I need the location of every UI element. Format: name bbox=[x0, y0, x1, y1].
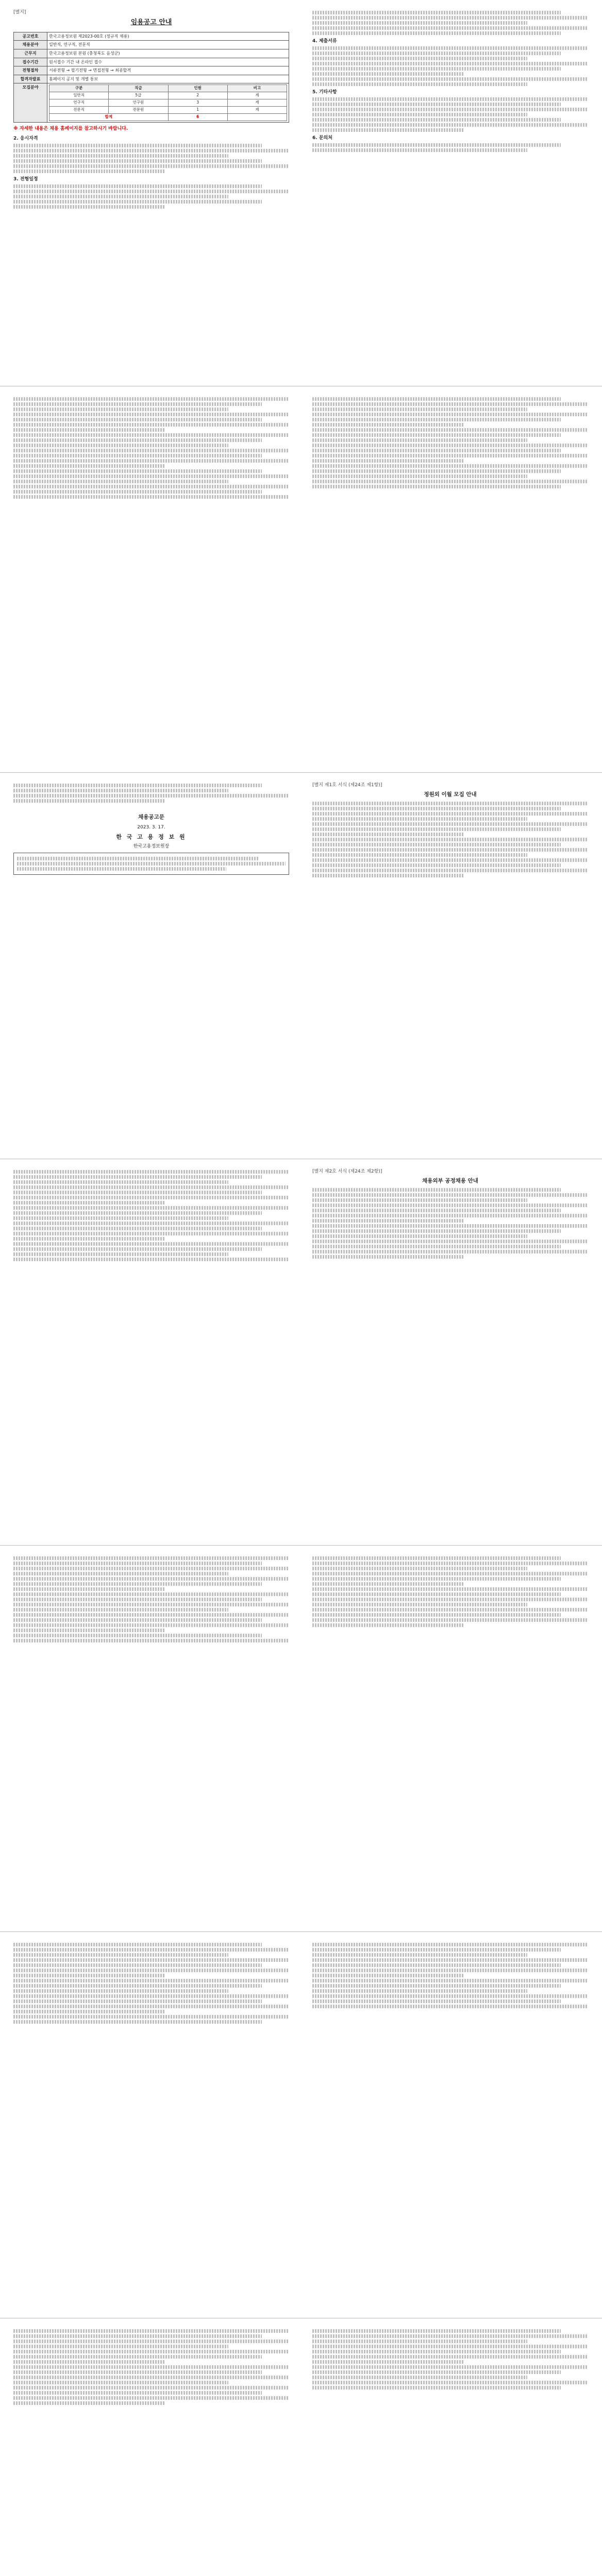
text-line bbox=[13, 1587, 165, 1591]
text-line bbox=[13, 164, 289, 168]
text-line bbox=[13, 2386, 289, 2389]
page-section-2 bbox=[0, 386, 602, 773]
left-column bbox=[13, 1555, 289, 1644]
text-line bbox=[312, 2334, 588, 2338]
text-line bbox=[312, 1572, 588, 1575]
text-line bbox=[13, 1598, 262, 1601]
text-line bbox=[13, 1180, 228, 1184]
row-value: 한국고용정보원 본원 (충청북도 음성군) bbox=[47, 49, 289, 58]
right-column bbox=[312, 2328, 588, 2391]
text-line bbox=[312, 2329, 561, 2333]
text-line bbox=[312, 143, 561, 147]
text-line bbox=[312, 1618, 588, 1622]
text-line bbox=[13, 1963, 262, 1967]
text-line bbox=[312, 113, 527, 116]
text-line bbox=[312, 1556, 561, 1560]
text-line bbox=[13, 1206, 289, 1210]
left-column bbox=[13, 782, 289, 877]
table-row bbox=[14, 41, 289, 49]
text-line bbox=[13, 1958, 289, 1962]
text-line bbox=[312, 863, 561, 867]
cell: 계 bbox=[227, 92, 287, 99]
text-line bbox=[312, 1969, 588, 1972]
text-line bbox=[13, 1222, 289, 1225]
text-line bbox=[312, 807, 561, 810]
text-line bbox=[312, 1592, 561, 1596]
text-line bbox=[13, 1989, 228, 1993]
text-line bbox=[13, 1232, 289, 1235]
text-line bbox=[13, 485, 289, 488]
text-line bbox=[312, 2360, 464, 2364]
text-line bbox=[13, 1999, 262, 2003]
table-row bbox=[14, 75, 289, 83]
text-line bbox=[312, 464, 588, 468]
text-line bbox=[13, 1562, 262, 1565]
table-row bbox=[49, 99, 287, 107]
text-line bbox=[13, 1979, 289, 1982]
text-line bbox=[13, 1969, 289, 1972]
text-line bbox=[13, 495, 289, 499]
text-line bbox=[312, 2376, 527, 2379]
text-line bbox=[13, 2370, 262, 2374]
notice-box bbox=[13, 853, 289, 875]
row-label: 접수기간 bbox=[14, 58, 47, 66]
text-line bbox=[312, 474, 527, 478]
row-value: 한국고용정보원 제2023-00호 (정규직 채용) bbox=[47, 32, 289, 41]
row-value bbox=[47, 83, 289, 122]
text-line bbox=[13, 1185, 289, 1189]
text-line bbox=[312, 31, 561, 35]
text-line bbox=[312, 454, 588, 457]
text-line bbox=[312, 397, 561, 401]
text-line bbox=[312, 418, 561, 421]
cell: 1 bbox=[168, 107, 227, 114]
table-row bbox=[14, 58, 289, 66]
text-line bbox=[13, 1984, 262, 1988]
cell: 전문원 bbox=[109, 107, 168, 114]
text-line bbox=[312, 1188, 561, 1192]
page-section-6 bbox=[0, 1932, 602, 2318]
text-line bbox=[13, 438, 262, 442]
text-line bbox=[13, 2350, 289, 2353]
appendix-tag: [별지 제1호 서식 (제24조 제1항)] bbox=[312, 783, 382, 788]
row-label: 공고번호 bbox=[14, 32, 47, 41]
text-line bbox=[13, 454, 262, 457]
text-line bbox=[312, 1943, 588, 1946]
left-column bbox=[13, 396, 289, 500]
text-line bbox=[13, 418, 262, 421]
section-heading: 5. 기타사항 bbox=[312, 90, 337, 95]
cell: 계 bbox=[227, 99, 287, 107]
text-line bbox=[312, 802, 588, 805]
text-line bbox=[312, 408, 527, 411]
text-line bbox=[13, 1943, 262, 1946]
text-line bbox=[13, 1953, 228, 1957]
text-line bbox=[312, 2370, 561, 2374]
text-line bbox=[13, 184, 262, 188]
text-line bbox=[13, 799, 165, 803]
text-line bbox=[13, 170, 165, 173]
text-line bbox=[17, 867, 226, 871]
text-line bbox=[13, 2376, 289, 2379]
text-line bbox=[13, 469, 262, 473]
col-header: 인원 bbox=[168, 85, 227, 92]
section-heading: 6. 문의처 bbox=[312, 135, 332, 141]
text-line bbox=[312, 26, 588, 30]
text-line bbox=[312, 1250, 588, 1253]
row-value: 홈페이지 공지 및 개별 통보 bbox=[47, 75, 289, 83]
cell: 2 bbox=[168, 92, 227, 99]
table-row bbox=[14, 49, 289, 58]
right-column bbox=[312, 1168, 588, 1260]
cell: 연구직 bbox=[49, 99, 109, 107]
cell: 5급 bbox=[109, 92, 168, 99]
text-line bbox=[312, 1214, 588, 1217]
text-line bbox=[13, 1623, 289, 1627]
page-section-5 bbox=[0, 1546, 602, 1932]
table-row bbox=[14, 83, 289, 122]
row-value: 일반직, 연구직, 전문직 bbox=[47, 41, 289, 49]
text-line bbox=[312, 869, 588, 872]
row-label: 합격자발표 bbox=[14, 75, 47, 83]
text-line bbox=[13, 1227, 262, 1230]
text-line bbox=[312, 62, 588, 65]
text-line bbox=[312, 1582, 464, 1586]
text-line bbox=[13, 490, 262, 494]
text-line bbox=[13, 1237, 165, 1241]
text-line bbox=[312, 1613, 561, 1617]
summary-table bbox=[13, 32, 289, 123]
text-line bbox=[13, 1582, 262, 1586]
right-column bbox=[312, 782, 588, 879]
text-line bbox=[312, 1608, 588, 1612]
text-line bbox=[312, 1999, 561, 2003]
text-line bbox=[13, 2396, 289, 2400]
text-line bbox=[312, 1229, 561, 1233]
text-line bbox=[13, 1618, 262, 1622]
text-line bbox=[312, 1198, 527, 1202]
text-line bbox=[312, 1623, 464, 1627]
text-line bbox=[312, 1994, 588, 1998]
text-line bbox=[13, 1948, 289, 1952]
form-tag: [별지] bbox=[13, 10, 26, 15]
appendix-title: 정원외 이월 모집 안내 bbox=[424, 791, 477, 798]
total-label: 합계 bbox=[49, 113, 169, 121]
cell bbox=[227, 113, 287, 121]
text-line bbox=[312, 2381, 588, 2384]
text-line bbox=[13, 2340, 289, 2343]
text-line bbox=[13, 1216, 228, 1220]
text-line bbox=[17, 857, 259, 860]
text-line bbox=[312, 1587, 588, 1591]
text-line bbox=[312, 2365, 588, 2369]
cell: 전문직 bbox=[49, 107, 109, 114]
table-row bbox=[14, 32, 289, 41]
text-line bbox=[13, 449, 289, 452]
text-line bbox=[13, 195, 228, 198]
left-column bbox=[13, 1941, 289, 2025]
text-line bbox=[13, 190, 289, 193]
text-line bbox=[13, 1175, 262, 1179]
text-line bbox=[312, 1974, 464, 1977]
row-label: 모집분야 bbox=[14, 83, 47, 122]
text-line bbox=[312, 1219, 464, 1223]
text-line bbox=[312, 1989, 527, 1993]
text-line bbox=[13, 1577, 289, 1581]
text-line bbox=[312, 1567, 527, 1570]
text-line bbox=[312, 1603, 527, 1606]
text-line bbox=[312, 428, 588, 432]
text-line bbox=[312, 833, 464, 836]
text-line bbox=[312, 423, 464, 427]
text-line bbox=[13, 1211, 262, 1215]
text-line bbox=[312, 1577, 561, 1581]
table-row bbox=[49, 107, 287, 114]
text-line bbox=[13, 480, 228, 483]
text-line bbox=[312, 108, 588, 111]
text-line bbox=[13, 1603, 289, 1606]
text-line bbox=[13, 2355, 262, 2359]
text-line bbox=[13, 2334, 262, 2338]
text-line bbox=[312, 812, 588, 816]
cell: 3 bbox=[168, 99, 227, 107]
text-line bbox=[312, 1958, 588, 1962]
text-line bbox=[13, 200, 262, 204]
page-section-3 bbox=[0, 773, 602, 1159]
text-line bbox=[13, 2005, 289, 2008]
text-line bbox=[13, 205, 165, 209]
text-line bbox=[312, 2350, 561, 2353]
text-line bbox=[13, 1201, 165, 1205]
cell: 연구원 bbox=[109, 99, 168, 107]
text-line bbox=[312, 874, 464, 877]
text-line bbox=[312, 46, 588, 50]
text-line bbox=[312, 103, 561, 106]
text-line bbox=[13, 1994, 289, 1998]
text-line bbox=[13, 1556, 289, 1560]
text-line bbox=[13, 2391, 262, 2395]
text-line bbox=[13, 2010, 165, 2013]
text-line bbox=[312, 1245, 561, 1248]
text-line bbox=[13, 428, 165, 432]
notice-title: 채용공고문 bbox=[138, 814, 164, 820]
org-full-name: 한국고용정보원장 bbox=[133, 844, 170, 850]
text-line bbox=[312, 1562, 588, 1565]
text-line bbox=[13, 1572, 228, 1575]
text-line bbox=[13, 1252, 228, 1256]
text-line bbox=[13, 444, 228, 447]
text-line bbox=[13, 433, 289, 437]
text-line bbox=[13, 464, 165, 468]
left-column bbox=[13, 2328, 289, 2406]
text-line bbox=[17, 862, 286, 866]
page-section-1 bbox=[0, 0, 602, 386]
text-line bbox=[13, 2360, 165, 2364]
text-line bbox=[13, 2020, 262, 2024]
text-line bbox=[13, 154, 228, 158]
text-line bbox=[13, 2345, 228, 2348]
row-label: 전형절차 bbox=[14, 66, 47, 75]
text-line bbox=[312, 52, 561, 55]
text-line bbox=[312, 123, 588, 127]
text-line bbox=[312, 480, 588, 483]
text-line bbox=[312, 67, 561, 71]
page-section-4 bbox=[0, 1159, 602, 1546]
text-line bbox=[312, 21, 527, 25]
table-row bbox=[49, 92, 287, 99]
text-line bbox=[312, 838, 588, 841]
text-line bbox=[312, 438, 527, 442]
row-label: 채용분야 bbox=[14, 41, 47, 49]
text-line bbox=[13, 144, 262, 147]
text-line bbox=[312, 16, 588, 20]
text-line bbox=[312, 2386, 561, 2389]
text-line bbox=[312, 1224, 588, 1228]
text-line bbox=[13, 1639, 289, 1642]
text-line bbox=[13, 1608, 228, 1612]
text-line bbox=[312, 449, 561, 452]
text-line bbox=[312, 827, 561, 831]
section-heading: 3. 전형일정 bbox=[13, 176, 38, 182]
cell: 일반직 bbox=[49, 92, 109, 99]
text-line bbox=[312, 1963, 561, 1967]
text-line bbox=[312, 459, 464, 463]
text-line bbox=[13, 789, 228, 792]
text-line bbox=[312, 57, 527, 60]
text-line bbox=[312, 72, 464, 76]
notice-date: 2023. 3. 17. bbox=[137, 825, 165, 831]
text-line bbox=[13, 397, 289, 401]
text-line bbox=[13, 794, 289, 798]
text-line bbox=[13, 784, 262, 787]
text-line bbox=[312, 843, 561, 846]
text-line bbox=[312, 97, 588, 101]
text-line bbox=[312, 1240, 588, 1243]
text-line bbox=[312, 77, 588, 81]
text-line bbox=[13, 2365, 289, 2369]
right-column bbox=[312, 396, 588, 490]
text-line bbox=[312, 1979, 588, 1982]
text-line bbox=[312, 1948, 561, 1952]
text-line bbox=[312, 1984, 561, 1988]
text-line bbox=[13, 408, 228, 411]
right-column bbox=[312, 9, 588, 154]
text-line bbox=[312, 1209, 561, 1212]
cell: 계 bbox=[227, 107, 287, 114]
text-line bbox=[13, 1634, 262, 1637]
text-line bbox=[312, 1255, 464, 1259]
text-line bbox=[13, 402, 262, 406]
text-line bbox=[312, 822, 588, 826]
text-line bbox=[312, 118, 561, 122]
text-line bbox=[312, 853, 527, 857]
text-line bbox=[312, 433, 561, 437]
text-line bbox=[312, 1193, 588, 1197]
text-line bbox=[13, 459, 289, 463]
text-line bbox=[13, 2329, 289, 2333]
table-row bbox=[14, 66, 289, 75]
page-title: 임용공고 안내 bbox=[130, 19, 172, 27]
text-line bbox=[13, 159, 262, 163]
text-line bbox=[13, 1592, 289, 1596]
appendix-title: 채용외부 공정채용 안내 bbox=[422, 1178, 478, 1184]
text-line bbox=[312, 2005, 588, 2008]
col-header: 구분 bbox=[49, 85, 109, 92]
appendix-tag: [별지 제2호 서식 (제24조 제2항)] bbox=[312, 1169, 382, 1174]
text-line bbox=[312, 1234, 527, 1238]
text-line bbox=[312, 817, 527, 821]
right-column bbox=[312, 1555, 588, 1629]
text-line bbox=[312, 413, 588, 416]
notice-text: ※ 자세한 내용은 채용 홈페이지를 참고하시기 바랍니다. bbox=[13, 126, 128, 131]
text-line bbox=[13, 1629, 165, 1632]
page-section-7 bbox=[0, 2318, 602, 2576]
col-header: 직급 bbox=[109, 85, 168, 92]
positions-table bbox=[49, 84, 287, 121]
row-value: 서류전형 → 필기전형 → 면접전형 → 최종합격 bbox=[47, 66, 289, 75]
left-column bbox=[13, 9, 289, 210]
text-line bbox=[13, 413, 289, 416]
text-line bbox=[312, 2345, 588, 2348]
text-line bbox=[312, 2355, 588, 2359]
text-line bbox=[312, 2340, 527, 2343]
text-line bbox=[312, 485, 561, 488]
text-line bbox=[13, 1191, 262, 1194]
text-line bbox=[13, 2401, 165, 2405]
text-line bbox=[13, 2381, 228, 2384]
right-column bbox=[312, 1941, 588, 2010]
text-line bbox=[312, 1204, 588, 1207]
text-line bbox=[13, 1258, 289, 1261]
text-line bbox=[13, 1567, 289, 1570]
row-value: 원서접수 기간 내 온라인 접수 bbox=[47, 58, 289, 66]
text-line bbox=[13, 149, 289, 152]
section-heading: 2. 응시자격 bbox=[13, 135, 38, 141]
text-line bbox=[13, 1247, 262, 1251]
text-line bbox=[13, 1613, 289, 1617]
text-line bbox=[13, 1170, 289, 1174]
text-line bbox=[312, 148, 527, 152]
section-heading: 4. 제출서류 bbox=[312, 39, 337, 44]
text-line bbox=[312, 858, 588, 862]
col-header: 비고 bbox=[227, 85, 287, 92]
text-line bbox=[312, 469, 561, 473]
text-line bbox=[312, 82, 527, 86]
text-line bbox=[312, 128, 464, 132]
text-line bbox=[312, 1953, 527, 1957]
org-name: 한 국 고 용 정 보 원 bbox=[116, 834, 187, 841]
text-line bbox=[312, 1598, 588, 1601]
text-line bbox=[312, 402, 588, 406]
row-label: 근무지 bbox=[14, 49, 47, 58]
total-value: 6 bbox=[168, 113, 227, 121]
text-line bbox=[13, 1242, 289, 1246]
text-line bbox=[13, 474, 289, 478]
text-line bbox=[13, 1974, 165, 1977]
text-line bbox=[312, 444, 588, 447]
text-line bbox=[13, 1196, 289, 1199]
text-line bbox=[13, 2015, 289, 2019]
text-line bbox=[13, 423, 289, 427]
text-line bbox=[312, 848, 588, 852]
table-row bbox=[49, 113, 287, 121]
text-line bbox=[312, 11, 561, 14]
left-column bbox=[13, 1168, 289, 1263]
